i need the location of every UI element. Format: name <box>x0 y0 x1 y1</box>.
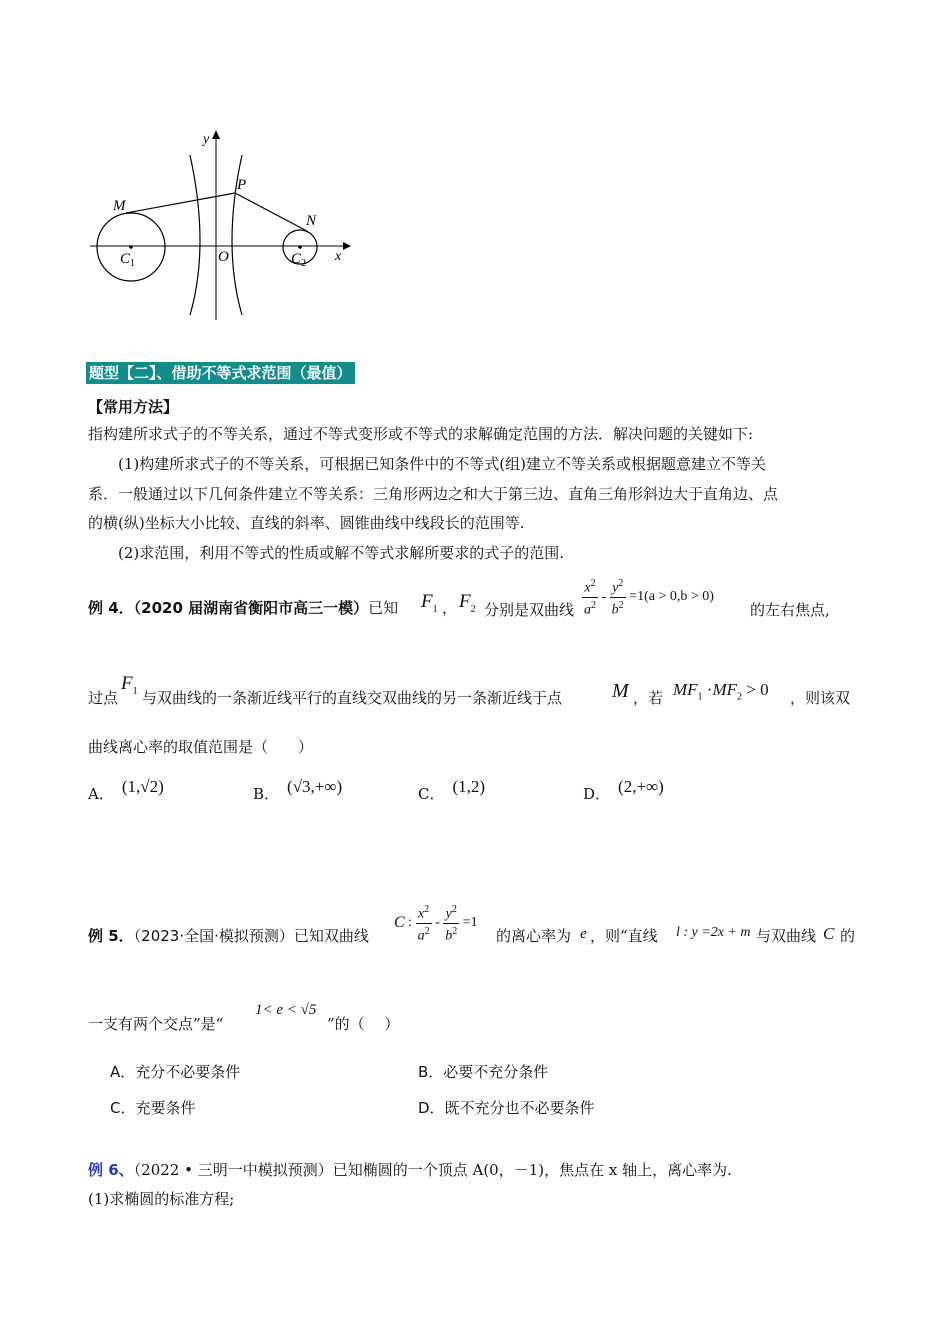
method-p1-line1: (1)构建所求式子的不等关系，可根据已知条件中的不等式(组)建立不等关系或根据题意建立不等关 <box>118 455 766 473</box>
label-c1-sub: 1 <box>130 258 135 269</box>
ex4-option-d[interactable]: D． (2,+∞) <box>583 777 664 803</box>
ex5-text5: 一支有两个交点”是“ <box>88 1015 224 1033</box>
label-y: y <box>203 132 210 147</box>
ex6-text: （2022 • 三明一中模拟预测）已知椭圆的一个顶点 A(0，－1)，焦点在 x 轴上，离心率为. <box>133 1161 732 1179</box>
ex4-vector-ineq: $MF_1 \cdot MF_2 > 0$ <box>673 680 769 703</box>
ex5-line-eq: l : y =2x + m <box>676 925 751 940</box>
ex4-option-b[interactable]: B． (√3,+∞) <box>253 777 343 803</box>
ex4-hyperbola-eq: $\frac{x^2}{a^2}$ - $\frac{y^2}{b^2}$ =1(a > 0,b > 0) <box>584 578 714 618</box>
ex5-inequality: 1< e < √5 <box>255 1002 317 1018</box>
ex5-line1 <box>88 926 369 946</box>
ex4-text1: 已知 <box>368 599 399 617</box>
ex4-text8: 曲线离心率的取值范围是（ ） <box>88 738 314 756</box>
ex4-source: （2020 届湖南省衡阳市高三一模） <box>133 599 369 617</box>
ex5-option-d[interactable]: D．既不充分也不必要条件 <box>418 1099 595 1117</box>
ex4-option-c[interactable]: C． (1,2) <box>418 777 486 803</box>
method-intro: 指构建所求式子的不等关系，通过不等式变形或不等式的求解确定范围的方法．解决问题的关键如下: <box>88 425 754 443</box>
label-c2-sub: 2 <box>301 258 306 269</box>
ex5-label: 例 5． <box>88 927 134 945</box>
ex4-line1 <box>88 598 398 618</box>
method-p1-line3: 的横(纵)坐标大小比较、直线的斜率、圆锥曲线中线段长的范围等. <box>88 514 525 532</box>
ex6-question-1: (1)求椭圆的标准方程; <box>88 1190 235 1208</box>
method-p1-line2: 系．一般通过以下几何条件建立不等关系：三角形两边之和大于第三边、直角三角形斜边大于直角边、点 <box>88 485 779 503</box>
point-c1 <box>129 245 133 249</box>
label-x: x <box>335 249 342 264</box>
label-c1: C <box>120 251 131 267</box>
hyperbola-figure <box>85 125 355 325</box>
ex4-text6: ，若 <box>633 689 664 707</box>
ex5-option-a[interactable]: A．充分不必要条件 <box>110 1063 241 1081</box>
ex6-label: 例 6、 <box>88 1161 134 1179</box>
ex5-text3: 与双曲线 <box>756 927 817 945</box>
point-c2 <box>298 245 302 249</box>
ex5-text2: ，则“直线 <box>590 927 658 945</box>
segment-mp <box>126 193 235 213</box>
ex5-text1: 的离心率为 <box>496 927 572 945</box>
label-c2: C <box>291 251 302 267</box>
ex5-text6: ”的（ ） <box>327 1015 400 1033</box>
ex4-label: 例 4． <box>88 599 134 617</box>
ex5-e: e <box>580 926 587 942</box>
ex6-line1 <box>88 1160 732 1180</box>
ex5-text4: 的 <box>840 927 856 945</box>
ex4-point-m: M <box>612 680 629 702</box>
ex4-text5: 与双曲线的一条渐近线平行的直线交双曲线的另一条渐近线于点 <box>142 689 563 707</box>
hyperbola-left-branch <box>190 155 200 315</box>
ex4-f1: $F_1$ <box>421 591 438 615</box>
ex4-comma: ， <box>442 599 458 617</box>
x-axis-arrow <box>343 242 351 250</box>
label-n: N <box>306 213 317 229</box>
ex5-hyperbola-eq: C : $\frac{x^2}{a^2}$ - $\frac{y^2}{b^2}$ =1 <box>394 904 478 944</box>
ex4-text3: 的左右焦点, <box>750 601 830 619</box>
section-title: 题型【二】、借助不等式求范围（最值） <box>86 362 355 384</box>
ex5-source: （2023·全国·模拟预测）已知双曲线 <box>133 927 369 945</box>
ex4-text2: 分别是双曲线 <box>484 601 575 619</box>
ex5-c: C <box>823 924 835 943</box>
ex4-option-a[interactable]: A． (1,√2) <box>88 777 164 803</box>
method-heading: 【常用方法】 <box>88 398 179 416</box>
ex4-f1b: $F_1$ <box>121 673 138 697</box>
y-axis-arrow <box>212 130 220 139</box>
segment-pn <box>235 193 307 231</box>
method-p2: (2)求范围，利用不等式的性质或解不等式求解所要求的式子的范围. <box>118 544 565 562</box>
label-p: P <box>237 177 247 193</box>
ex5-option-b[interactable]: B．必要不充分条件 <box>418 1063 549 1081</box>
ex4-text4: 过点 <box>88 689 119 707</box>
ex5-option-c[interactable]: C．充要条件 <box>110 1099 196 1117</box>
label-o: O <box>218 249 229 265</box>
ex4-f2: $F_2$ <box>459 591 476 615</box>
ex4-text7: ，则该双 <box>790 689 851 707</box>
label-m: M <box>113 198 126 214</box>
